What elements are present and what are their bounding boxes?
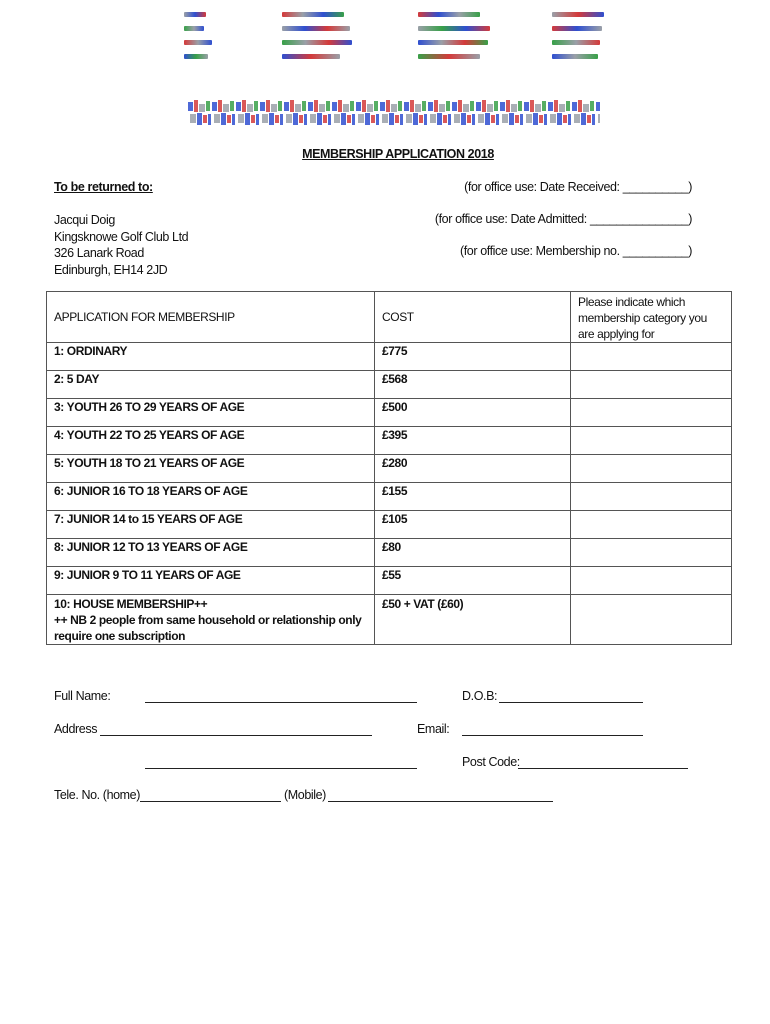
row-select-cell[interactable] [571,343,732,371]
membership-table [46,291,732,645]
row-category: 3: YOUTH 26 TO 29 YEARS OF AGE [47,399,375,427]
table-row [47,483,732,511]
table-row [47,343,732,371]
office-use-date-admitted: (for office use: Date Admitted: _______________) [434,212,692,226]
tele-home-label: Tele. No. (home) [54,788,140,802]
office-use-date-received: (for office use: Date Received: __________) [464,180,692,194]
email-label: Email: [417,722,450,736]
row-cost: £155 [375,483,571,511]
row-select-cell[interactable] [571,399,732,427]
address-label: Address [54,722,98,736]
row-category: 4: YOUTH 22 TO 25 YEARS OF AGE [47,427,375,455]
return-address [54,212,188,278]
table-row [47,427,732,455]
row-select-cell[interactable] [571,427,732,455]
page-title: MEMBERSHIP APPLICATION 2018 [302,147,494,161]
row-cost: £500 [375,399,571,427]
letterhead-column-1 [184,12,274,68]
house-cost: £50 + VAT (£60) [375,595,571,645]
row-category: 6: JUNIOR 16 TO 18 YEARS OF AGE [47,483,375,511]
row-category: 1: ORDINARY [47,343,375,371]
header-cost: COST [375,292,571,343]
return-label: To be returned to: [54,180,153,194]
full-name-label: Full Name: [54,689,111,703]
letterhead-column-3 [418,12,508,68]
address-line-2-field[interactable] [145,768,417,769]
postcode-label: Post Code: [462,755,520,769]
row-select-cell[interactable] [571,371,732,399]
address-line: Edinburgh, EH14 2JD [54,262,168,277]
address-line: Kingsknowe Golf Club Ltd [54,229,189,244]
email-field[interactable] [462,735,643,736]
dob-label: D.O.B: [462,689,498,703]
tele-home-field[interactable] [140,801,281,802]
row-category: 2: 5 DAY [47,371,375,399]
row-cost: £80 [375,539,571,567]
mobile-label: (Mobile) [284,788,326,802]
row-select-cell[interactable] [571,567,732,595]
table-row [47,567,732,595]
row-cost: £280 [375,455,571,483]
full-name-field[interactable] [145,702,417,703]
row-category: 7: JUNIOR 14 to 15 YEARS OF AGE [47,511,375,539]
letterhead-banner [188,100,600,126]
dob-field[interactable] [499,702,643,703]
address-line: 326 Lanark Road [54,246,144,260]
row-cost: £105 [375,511,571,539]
header-indicate: Please indicate which membership category you are applying for [571,292,732,343]
house-note: ++ NB 2 people from same household or relationship only require one subscription [54,613,362,643]
postcode-field[interactable] [518,768,688,769]
address-line: Jacqui Doig [54,213,115,227]
table-row [47,511,732,539]
row-select-cell[interactable] [571,455,732,483]
row-category: 8: JUNIOR 12 TO 13 YEARS OF AGE [47,539,375,567]
row-select-cell[interactable] [571,539,732,567]
row-select-cell[interactable] [571,483,732,511]
table-row [47,371,732,399]
letterhead-column-2 [282,12,372,68]
row-cost: £775 [375,343,571,371]
row-cost: £55 [375,567,571,595]
table-row-house [47,595,732,645]
row-category: 9: JUNIOR 9 TO 11 YEARS OF AGE [47,567,375,595]
address-field[interactable] [100,735,372,736]
row-cost: £395 [375,427,571,455]
table-row [47,539,732,567]
header-category: APPLICATION FOR MEMBERSHIP [47,292,375,343]
house-category: 10: HOUSE MEMBERSHIP++ [54,597,208,611]
house-category-cell [47,595,375,645]
table-row [47,399,732,427]
table-header-row [47,292,732,343]
letterhead-column-4 [552,12,642,68]
row-select-cell[interactable] [571,511,732,539]
row-cost: £568 [375,371,571,399]
row-category: 5: YOUTH 18 TO 21 YEARS OF AGE [47,455,375,483]
row-select-cell[interactable] [571,595,732,645]
mobile-field[interactable] [328,801,553,802]
office-use-membership-no: (for office use: Membership no. __________) [459,244,692,258]
table-row [47,455,732,483]
